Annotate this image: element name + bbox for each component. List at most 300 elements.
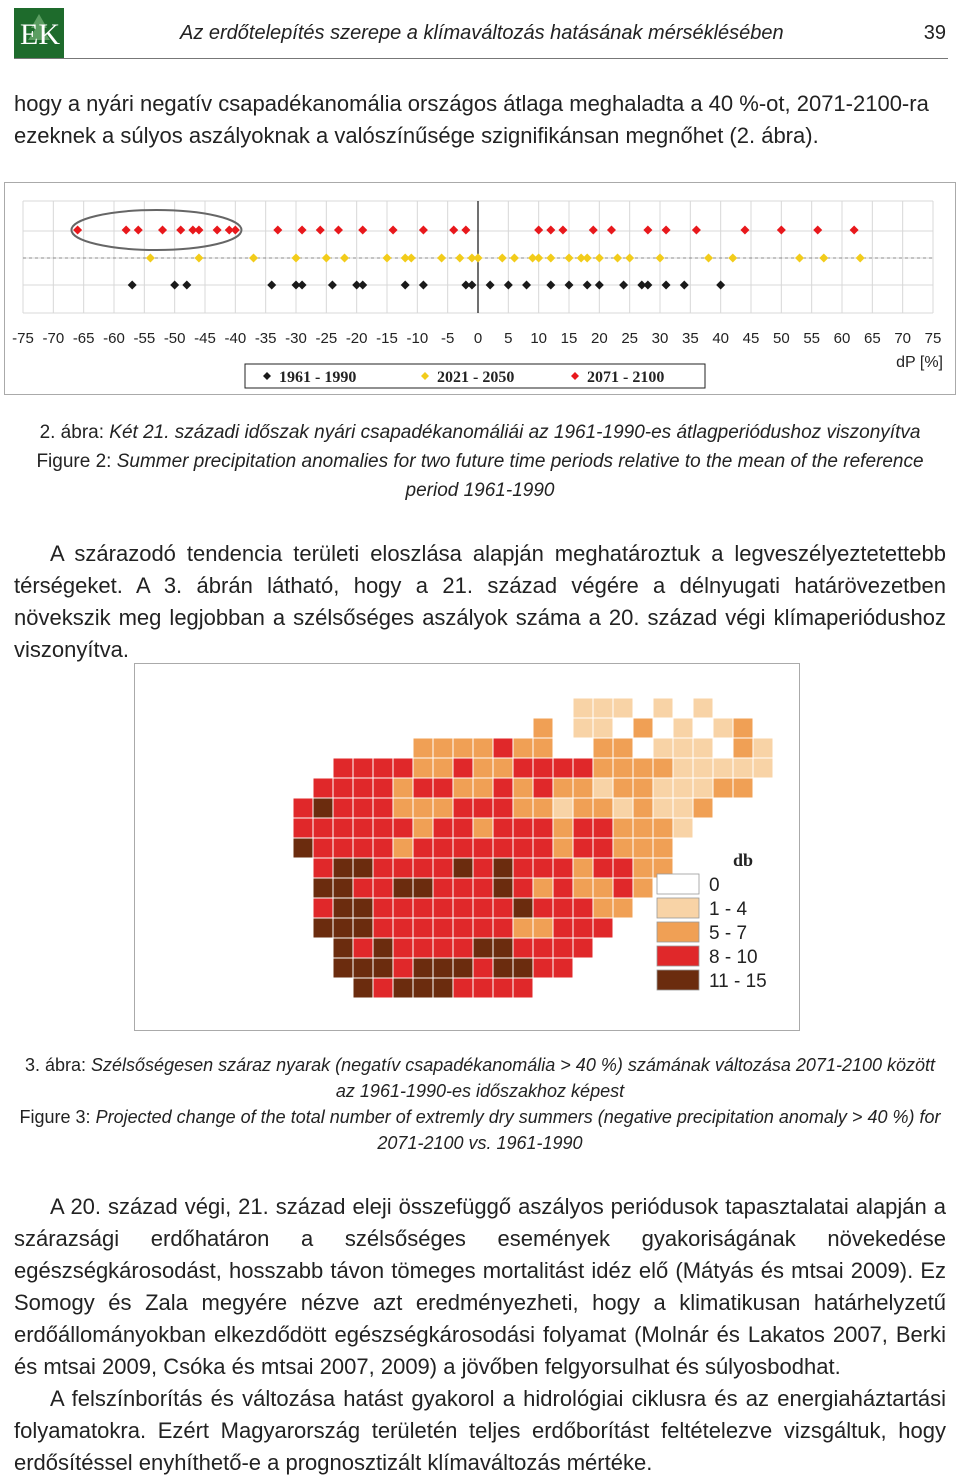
map-cell [693, 738, 713, 758]
map-cell [473, 778, 493, 798]
legend-swatch [657, 970, 699, 990]
figure-2-caption [14, 418, 946, 505]
map-cell [373, 878, 393, 898]
data-point [534, 254, 543, 263]
map-cell [313, 858, 333, 878]
map-cell [453, 758, 473, 778]
map-cell [613, 818, 633, 838]
map-cell [513, 898, 533, 918]
map-cell [573, 838, 593, 858]
map-cell [353, 798, 373, 818]
data-point [692, 226, 701, 235]
map-cell [413, 878, 433, 898]
data-point [467, 281, 476, 290]
map-cell [593, 898, 613, 918]
data-point [322, 254, 331, 263]
map-cell [633, 698, 653, 718]
map-cell [493, 918, 513, 938]
map-cell [573, 918, 593, 938]
map-cell [713, 758, 733, 778]
map-cell [433, 898, 453, 918]
data-point [213, 226, 222, 235]
data-point [522, 281, 531, 290]
map-cell [433, 738, 453, 758]
map-cell [413, 938, 433, 958]
map-cell [393, 938, 413, 958]
map-cell [333, 838, 353, 858]
data-point [194, 226, 203, 235]
map-cell [353, 978, 373, 998]
map-cell [533, 938, 553, 958]
map-cell [493, 958, 513, 978]
map-cell [513, 878, 533, 898]
data-point [170, 281, 179, 290]
map-cell [613, 698, 633, 718]
map-cell [613, 758, 633, 778]
map-cell [553, 738, 573, 758]
map-cell [433, 958, 453, 978]
data-point [334, 226, 343, 235]
data-point [656, 254, 665, 263]
map-cell [453, 738, 473, 758]
map-cell [653, 798, 673, 818]
data-point [662, 281, 671, 290]
map-cell [313, 898, 333, 918]
map-cell [353, 918, 373, 938]
legend-label: 2071 - 2100 [587, 369, 665, 386]
data-point [819, 254, 828, 263]
map-cell [493, 898, 513, 918]
map-cell [473, 818, 493, 838]
x-tick-label: 35 [681, 330, 699, 347]
caption-prefix: 3. ábra: [24, 1055, 87, 1075]
map-cell [633, 878, 653, 898]
map-cell [633, 838, 653, 858]
x-tick-label: 45 [742, 330, 760, 347]
map-cell [573, 738, 593, 758]
map-cell [513, 818, 533, 838]
map-cell [653, 838, 673, 858]
data-point [625, 254, 634, 263]
map-cell [613, 798, 633, 818]
figure-3-map [135, 664, 799, 1030]
map-cell [673, 778, 693, 798]
data-point [607, 226, 616, 235]
data-point [358, 226, 367, 235]
map-cell [313, 878, 333, 898]
map-cell [533, 738, 553, 758]
x-tick-label: -50 [163, 330, 186, 347]
map-cell [433, 978, 453, 998]
map-cell [633, 718, 653, 738]
map-cell [333, 758, 353, 778]
map-cell [473, 858, 493, 878]
map-cell [393, 858, 413, 878]
map-cell [473, 798, 493, 818]
map-cell [473, 938, 493, 958]
data-point [449, 226, 458, 235]
map-cell [493, 978, 513, 998]
map-cell [373, 778, 393, 798]
map-cell [613, 738, 633, 758]
map-cell [693, 718, 713, 738]
figure-2-frame [4, 182, 956, 395]
map-cell [513, 778, 533, 798]
map-cell [693, 758, 713, 778]
map-cell [393, 958, 413, 978]
data-point [583, 254, 592, 263]
map-cell [413, 898, 433, 918]
data-point [680, 281, 689, 290]
map-cell [553, 858, 573, 878]
map-cell [413, 798, 433, 818]
data-point [565, 281, 574, 290]
x-tick-label: 25 [621, 330, 639, 347]
data-point [777, 226, 786, 235]
map-cell [593, 738, 613, 758]
map-cell [453, 918, 473, 938]
map-cell [713, 778, 733, 798]
map-cell [533, 858, 553, 878]
map-cell [393, 818, 413, 838]
map-cell [533, 718, 553, 738]
map-cell [453, 978, 473, 998]
map-cell [413, 758, 433, 778]
data-point [267, 281, 276, 290]
map-cell [433, 758, 453, 778]
map-cell [513, 938, 533, 958]
x-tick-label: 0 [473, 330, 483, 347]
x-tick-label: 60 [833, 330, 851, 347]
map-cell [673, 758, 693, 778]
caption-text: Projected change of the total number of extremly dry summers (negative precipitation anomaly > 40 %) for 2071-2100 vs. 1961-1990 [95, 1107, 941, 1153]
data-point [158, 226, 167, 235]
map-cell [553, 778, 573, 798]
map-cell [653, 818, 673, 838]
x-tick-label: -65 [72, 330, 95, 347]
legend-label: 5 - 7 [709, 923, 748, 944]
data-point [850, 226, 859, 235]
map-cell [413, 838, 433, 858]
map-cell [433, 838, 453, 858]
legend-label: 1961 - 1990 [279, 369, 357, 386]
map-cell [473, 958, 493, 978]
data-point [546, 226, 555, 235]
data-point [358, 281, 367, 290]
data-point [298, 281, 307, 290]
map-cell [333, 918, 353, 938]
map-cell [373, 938, 393, 958]
figure-2-caption-hu [14, 418, 946, 447]
map-cell [613, 878, 633, 898]
map-cell [433, 878, 453, 898]
map-cell [573, 798, 593, 818]
caption-text: Két 21. századi időszak nyári csapadékanomáliái az 1961-1990-es átlagperiódushoz viszonyítva [109, 422, 921, 443]
map-cell [553, 878, 573, 898]
map-cell [313, 798, 333, 818]
map-cell [613, 778, 633, 798]
map-cell [593, 818, 613, 838]
map-cell [373, 898, 393, 918]
x-tick-label: -5 [440, 330, 455, 347]
map-cell [593, 698, 613, 718]
map-cell [493, 838, 513, 858]
map-cell [393, 838, 413, 858]
map-cell [333, 878, 353, 898]
map-cell [693, 698, 713, 718]
map-cell [553, 938, 573, 958]
map-cell [613, 858, 633, 878]
map-cell [453, 898, 473, 918]
map-cell [333, 818, 353, 838]
map-cell [733, 758, 753, 778]
data-point [340, 254, 349, 263]
legend-label: 2021 - 2050 [437, 369, 515, 386]
map-cell [413, 818, 433, 838]
map-cell [493, 778, 513, 798]
data-point [298, 226, 307, 235]
data-point [728, 254, 737, 263]
map-cell [633, 778, 653, 798]
map-cell [573, 698, 593, 718]
paragraph-2 [14, 538, 946, 666]
map-cell [413, 778, 433, 798]
header-rule [14, 58, 948, 59]
map-cell [433, 918, 453, 938]
data-point [546, 254, 555, 263]
map-cell [593, 838, 613, 858]
map-cell [513, 958, 533, 978]
map-cell [493, 738, 513, 758]
data-point [704, 254, 713, 263]
caption-prefix: 2. ábra: [39, 422, 104, 443]
map-cell [493, 858, 513, 878]
data-point [613, 254, 622, 263]
figure-2-caption-en [14, 447, 946, 505]
data-point [662, 226, 671, 235]
data-point [558, 226, 567, 235]
data-point [486, 281, 495, 290]
map-cell [473, 878, 493, 898]
map-cell [453, 818, 473, 838]
x-tick-label: 55 [803, 330, 821, 347]
map-cell [473, 898, 493, 918]
figure-3-caption [14, 1052, 946, 1156]
x-tick-label: 65 [863, 330, 881, 347]
map-cell [473, 738, 493, 758]
map-cell [553, 718, 573, 738]
map-cell [513, 798, 533, 818]
data-point [455, 254, 464, 263]
figure-3-caption-hu [14, 1052, 946, 1104]
map-cell [593, 858, 613, 878]
x-tick-label: -45 [194, 330, 216, 347]
paragraph-3-part-1: A 20. század végi, 21. század eleji összefüggő aszályos periódusok tapasztalatai alapján a szárazsági erdőhatáron a szélsőséges események gyakoriságának növekedése egészségkárosodást, hosszabb távon tömeges mortalitást idéz elő (Mátyás és mtsai 2009). Ez Somogy és Zala megyére nézve azt eredményezheti, hogy a klimatikusan határhelyzetű erdőállományokban elkezdődött egészségkárosodási folyamat (Molnár és Lakatos 2007, Berki és mtsai 2009, Csóka és mtsai 2007, 2009) a jövőben felgyorsulhat és súlyosbodhat. [14, 1194, 946, 1379]
caption-prefix: Figure 3: [19, 1107, 91, 1127]
map-cell [353, 938, 373, 958]
figure-3-frame [134, 663, 800, 1031]
map-cell [673, 798, 693, 818]
map-cell [333, 958, 353, 978]
map-cell [573, 778, 593, 798]
map-cell [393, 918, 413, 938]
map-cell [593, 758, 613, 778]
ek-logo [14, 8, 64, 58]
map-cell [633, 738, 653, 758]
map-cell [633, 858, 653, 878]
legend-swatch [657, 898, 699, 918]
map-cell [613, 718, 633, 738]
caption-prefix: Figure 2: [36, 451, 112, 472]
map-cell [433, 818, 453, 838]
map-cell [493, 798, 513, 818]
legend-swatch [657, 922, 699, 942]
data-point [546, 281, 555, 290]
legend-swatch [657, 874, 699, 894]
map-cell [313, 818, 333, 838]
map-cell [633, 798, 653, 818]
map-cell [753, 738, 773, 758]
map-cell [373, 818, 393, 838]
x-tick-label: 75 [924, 330, 942, 347]
map-cell [453, 858, 473, 878]
x-tick-label: 70 [894, 330, 912, 347]
x-tick-label: 10 [530, 330, 548, 347]
map-cell [653, 778, 673, 798]
legend-label: 8 - 10 [709, 947, 758, 968]
map-cell [333, 778, 353, 798]
map-cell [533, 838, 553, 858]
chart-legend [245, 364, 705, 388]
x-axis-label: dP [%] [896, 354, 943, 371]
running-title: Az erdőtelepítés szerepe a klímaváltozás hatásának mérséklésében [180, 22, 784, 44]
map-cell [513, 758, 533, 778]
map-cell [333, 938, 353, 958]
data-point [740, 226, 749, 235]
map-cell [513, 918, 533, 938]
map-cell [553, 918, 573, 938]
map-cell [353, 958, 373, 978]
data-point [643, 226, 652, 235]
map-cell [553, 798, 573, 818]
map-cell [433, 778, 453, 798]
data-point [589, 226, 598, 235]
map-cell [313, 778, 333, 798]
map-cell [393, 898, 413, 918]
map-cell [353, 858, 373, 878]
map-cell [333, 798, 353, 818]
x-tick-label: 30 [651, 330, 669, 347]
map-cell [373, 978, 393, 998]
map-cell [593, 778, 613, 798]
x-tick-label: -40 [224, 330, 247, 347]
map-cell [353, 898, 373, 918]
data-point [643, 281, 652, 290]
map-cell [553, 758, 573, 778]
map-cell [733, 778, 753, 798]
map-cell [713, 718, 733, 738]
map-cell [593, 878, 613, 898]
figure-3-caption-en [14, 1104, 946, 1156]
map-cell [653, 718, 673, 738]
map-cell [673, 818, 693, 838]
map-cell [333, 858, 353, 878]
map-cell [433, 938, 453, 958]
caption-text: Summer precipitation anomalies for two future time periods relative to the mean of the reference period 1961-1990 [116, 451, 924, 501]
x-tick-label: -55 [133, 330, 156, 347]
x-tick-label: -75 [12, 330, 34, 347]
map-cell [673, 738, 693, 758]
map-cell [493, 938, 513, 958]
map-cell [373, 858, 393, 878]
map-cell [733, 738, 753, 758]
x-tick-label: -60 [103, 330, 125, 347]
data-point [498, 254, 507, 263]
map-cell [453, 878, 473, 898]
map-cell [633, 818, 653, 838]
map-cell [533, 798, 553, 818]
map-cell [473, 978, 493, 998]
map-cell [553, 838, 573, 858]
map-cell [593, 798, 613, 818]
map-cell [513, 978, 533, 998]
map-cell [513, 738, 533, 758]
data-point [510, 254, 519, 263]
data-point [595, 281, 604, 290]
map-cell [353, 878, 373, 898]
data-point [619, 281, 628, 290]
map-cell [673, 698, 693, 718]
data-point [565, 254, 574, 263]
map-cell [753, 758, 773, 778]
map-cell [393, 978, 413, 998]
data-point [194, 254, 203, 263]
map-cell [373, 918, 393, 938]
data-point [716, 281, 725, 290]
map-cell [573, 758, 593, 778]
data-point [856, 254, 865, 263]
map-cell [573, 898, 593, 918]
map-cell [313, 838, 333, 858]
data-point [461, 226, 470, 235]
map-cell [353, 818, 373, 838]
data-point [419, 281, 428, 290]
map-cell [313, 918, 333, 938]
x-tick-label: -15 [376, 330, 398, 347]
map-cell [433, 858, 453, 878]
data-point [249, 254, 258, 263]
map-cell [573, 818, 593, 838]
map-cell [473, 918, 493, 938]
map-cell [413, 918, 433, 938]
map-cell [413, 738, 433, 758]
map-cell [493, 758, 513, 778]
map-cell [453, 938, 473, 958]
data-point [128, 281, 137, 290]
map-cell [673, 718, 693, 738]
map-cell [453, 798, 473, 818]
map-cell [693, 798, 713, 818]
data-point [504, 281, 513, 290]
map-cell [513, 838, 533, 858]
map-cell [593, 718, 613, 738]
map-cell [453, 778, 473, 798]
logo-text: EK [20, 18, 60, 51]
paragraph-3 [14, 1191, 946, 1479]
paragraph-1: hogy a nyári negatív csapadékanomália országos átlaga meghaladta a 40 %-ot, 2071-2100-ra ezeknek a súlyos aszályoknak a valószínűsége szignifikánsan megnőhet (2. ábra). [14, 91, 929, 148]
map-cell [533, 878, 553, 898]
map-cell [553, 958, 573, 978]
